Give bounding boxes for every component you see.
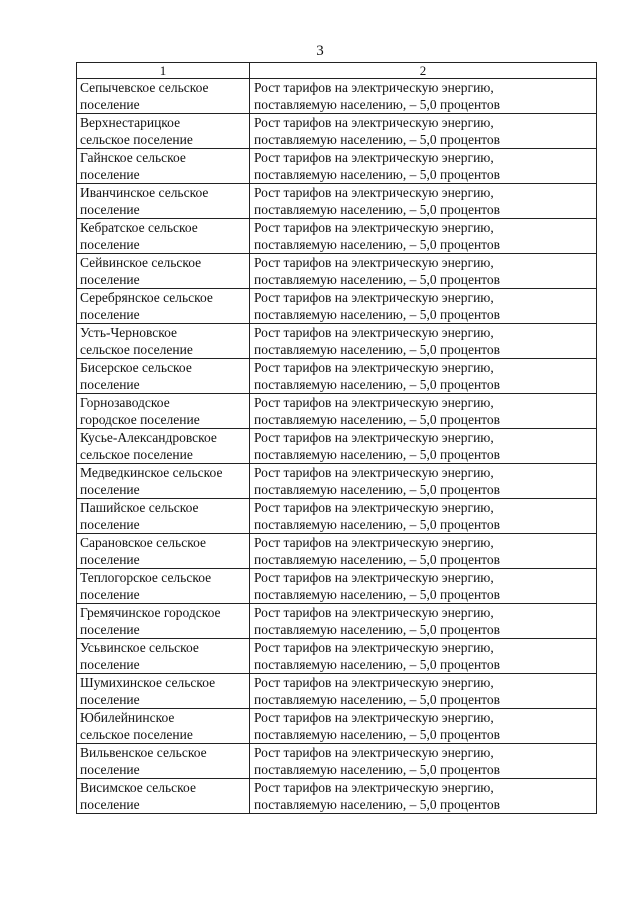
tariff-growth-cell: Рост тарифов на электрическую энергию, поставляемую населению, – 5,0 процентов	[250, 744, 597, 779]
table-row	[77, 149, 597, 184]
tariff-table	[76, 62, 597, 814]
tariff-growth-cell: Рост тарифов на электрическую энергию, поставляемую населению, – 5,0 процентов	[250, 534, 597, 569]
settlement-name-cell: Усьвинское сельское поселение	[77, 639, 250, 674]
tariff-growth-cell: Рост тарифов на электрическую энергию, поставляемую населению, – 5,0 процентов	[250, 499, 597, 534]
table-row	[77, 709, 597, 744]
settlement-name-cell: Сарановское сельское поселение	[77, 534, 250, 569]
tariff-growth-cell: Рост тарифов на электрическую энергию, поставляемую населению, – 5,0 процентов	[250, 289, 597, 324]
tariff-growth-cell: Рост тарифов на электрическую энергию, поставляемую населению, – 5,0 процентов	[250, 324, 597, 359]
settlement-name-cell: Медведкинское сельское поселение	[77, 464, 250, 499]
settlement-name-cell: Висимское сельское поселение	[77, 779, 250, 814]
settlement-name-cell: Усть-Черновское сельское поселение	[77, 324, 250, 359]
settlement-name-cell: Бисерское сельское поселение	[77, 359, 250, 394]
tariff-growth-cell: Рост тарифов на электрическую энергию, поставляемую населению, – 5,0 процентов	[250, 429, 597, 464]
table-row	[77, 394, 597, 429]
column-header-2: 2	[250, 63, 597, 79]
table-row	[77, 184, 597, 219]
settlement-name-cell: Теплогорское сельское поселение	[77, 569, 250, 604]
settlement-name-cell: Кусье-Александровское сельское поселение	[77, 429, 250, 464]
table-row	[77, 674, 597, 709]
table-row	[77, 219, 597, 254]
table-row	[77, 779, 597, 814]
tariff-growth-cell: Рост тарифов на электрическую энергию, поставляемую населению, – 5,0 процентов	[250, 359, 597, 394]
tariff-growth-cell: Рост тарифов на электрическую энергию, поставляемую населению, – 5,0 процентов	[250, 114, 597, 149]
settlement-name-cell: Верхнестарицкое сельское поселение	[77, 114, 250, 149]
header-row	[77, 63, 597, 79]
tariff-growth-cell: Рост тарифов на электрическую энергию, поставляемую населению, – 5,0 процентов	[250, 464, 597, 499]
table-row	[77, 254, 597, 289]
tariff-growth-cell: Рост тарифов на электрическую энергию, поставляемую населению, – 5,0 процентов	[250, 674, 597, 709]
table-row	[77, 569, 597, 604]
settlement-name-cell: Сейвинское сельское поселение	[77, 254, 250, 289]
tariff-growth-cell: Рост тарифов на электрическую энергию, поставляемую населению, – 5,0 процентов	[250, 149, 597, 184]
table-row	[77, 324, 597, 359]
table-row	[77, 289, 597, 324]
settlement-name-cell: Горнозаводское городское поселение	[77, 394, 250, 429]
settlement-name-cell: Вильвенское сельское поселение	[77, 744, 250, 779]
tariff-growth-cell: Рост тарифов на электрическую энергию, поставляемую населению, – 5,0 процентов	[250, 709, 597, 744]
settlement-name-cell: Пашийское сельское поселение	[77, 499, 250, 534]
table-row	[77, 464, 597, 499]
table-header	[77, 63, 597, 79]
settlement-name-cell: Кебратское сельское поселение	[77, 219, 250, 254]
table-row	[77, 114, 597, 149]
table-row	[77, 429, 597, 464]
settlement-name-cell: Сепычевское сельское поселение	[77, 79, 250, 114]
column-header-1: 1	[77, 63, 250, 79]
tariff-growth-cell: Рост тарифов на электрическую энергию, поставляемую населению, – 5,0 процентов	[250, 639, 597, 674]
tariff-growth-cell: Рост тарифов на электрическую энергию, поставляемую населению, – 5,0 процентов	[250, 184, 597, 219]
table-row	[77, 639, 597, 674]
settlement-name-cell: Гремячинское городское поселение	[77, 604, 250, 639]
table-row	[77, 744, 597, 779]
table-row	[77, 499, 597, 534]
settlement-name-cell: Шумихинское сельское поселение	[77, 674, 250, 709]
table-row	[77, 604, 597, 639]
tariff-growth-cell: Рост тарифов на электрическую энергию, поставляемую населению, – 5,0 процентов	[250, 79, 597, 114]
tariff-growth-cell: Рост тарифов на электрическую энергию, поставляемую населению, – 5,0 процентов	[250, 779, 597, 814]
tariff-growth-cell: Рост тарифов на электрическую энергию, поставляемую населению, – 5,0 процентов	[250, 569, 597, 604]
settlement-name-cell: Гайнское сельское поселение	[77, 149, 250, 184]
tariff-growth-cell: Рост тарифов на электрическую энергию, поставляемую населению, – 5,0 процентов	[250, 604, 597, 639]
table-body	[77, 79, 597, 814]
tariff-growth-cell: Рост тарифов на электрическую энергию, поставляемую населению, – 5,0 процентов	[250, 394, 597, 429]
settlement-name-cell: Юбилейнинское сельское поселение	[77, 709, 250, 744]
page-number: 3	[316, 43, 324, 59]
tariff-growth-cell: Рост тарифов на электрическую энергию, поставляемую населению, – 5,0 процентов	[250, 254, 597, 289]
settlement-name-cell: Серебрянское сельское поселение	[77, 289, 250, 324]
settlement-name-cell: Иванчинское сельское поселение	[77, 184, 250, 219]
table-row	[77, 359, 597, 394]
tariff-growth-cell: Рост тарифов на электрическую энергию, поставляемую населению, – 5,0 процентов	[250, 219, 597, 254]
table-row	[77, 79, 597, 114]
table-row	[77, 534, 597, 569]
